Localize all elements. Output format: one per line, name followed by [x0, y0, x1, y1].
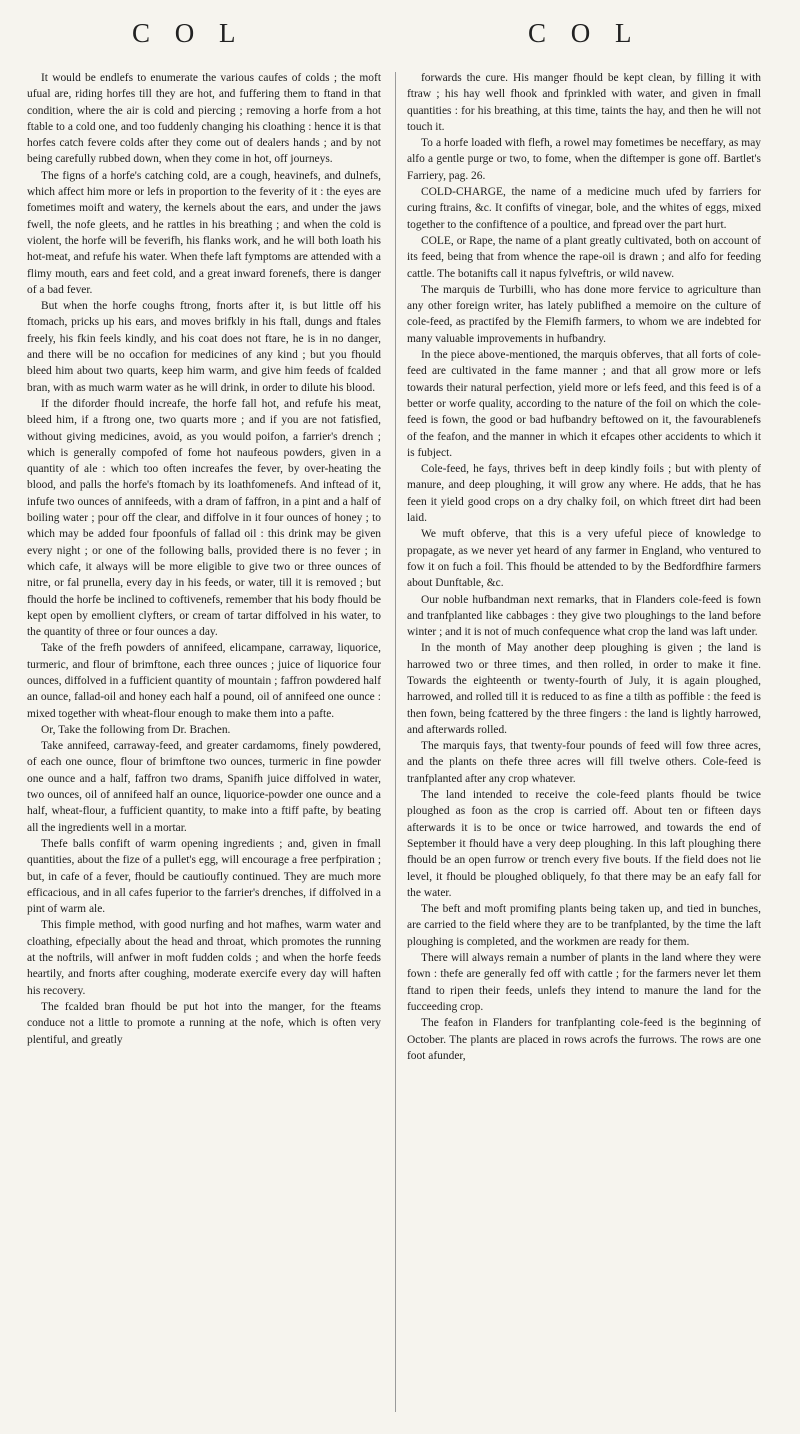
- paragraph: To a horfe loaded with flefh, a rowel may fometimes be neceffary, as may alfo a gentle purge or two, to fome, when the diftemper is gone off. Bartlet's Farriery, pag. 26.: [407, 137, 761, 182]
- paragraph: The beft and moft promifing plants being taken up, and tied in bunches, are carried to the field where they are to be tranfplanted, by the time the laft ploughing is completed, and the workmen are ready for them.: [407, 903, 761, 948]
- paragraph: Take annifeed, carraway-feed, and greater cardamoms, finely powdered, of each one ounce, flour of brimftone two ounces, turmeric in fine powder one ounce and a half, faffron two drams, Spanifh juice diffolved in water, two ounces, oil of annifeed half an ounce, liquorice-powder one ounce and a half, wheat-flour, a fufficient quantity, to make into a ftiff pafte, by beating all the ingredients well in a mortar.: [27, 740, 381, 834]
- paragraph: The fcalded bran fhould be put hot into the manger, for the fteams conduce not a little to promote a running at the nofe, which is often very plentiful, and greatly: [27, 1000, 381, 1046]
- paragraph: Thefe balls confift of warm opening ingredients ; and, given in fmall quantities, about the fize of a pullet's egg, will encourage a free perfpiration ; but, in cafe of a fever, fhould be cautioufly continued. They are much more efficacious, and in all cafes fuperior to the farrier's drenches, if diffolved in a pint of warm ale.: [27, 837, 381, 916]
- column-divider: [395, 72, 396, 1412]
- paragraph: The feafon in Flanders for tranfplanting cole-feed is the beginning of October. The plants are placed in rows acrofs the furrows. The rows are one foot afunder,: [407, 1017, 761, 1062]
- paragraph: The figns of a horfe's catching cold, are a cough, heavinefs, and dulnefs, which affect him more or lefs in proportion to the feverity of it : the eyes are fometimes moift and watery, the kernels about the ears, and under the jaws fwell, the nofe gleets, and he rattles in his breathing ; and when the cold is violent, the horfe will be feverifh, his flanks work, and he will both loath his hot-meat, and refufe his water. When thefe laft fymptoms are attended with a flimy mouth, ears and feet cold, and a great inward forenefs, there is danger of a bad fever.: [27, 169, 381, 296]
- paragraph: Take of the frefh powders of annifeed, elicampane, carraway, liquorice, turmeric, and flour of brimftone, each three ounces ; juice of liquorice four ounces, diffolved in a fufficient quantity of mountain ; faffron powdered half an ounce, fallad-oil and honey each half a pound, oil of annifeed one ounce : mixed together with wheat-flour enough to make them into a pafte.: [27, 642, 381, 720]
- header-left: C O L: [132, 18, 245, 48]
- entry-cole: COLE, or Rape, the name of a plant greatly cultivated, both on account of its feed, being that from whence the rape-oil is drawn ; and alfo for feeding cattle. The botanifts call it napus fylveftris, or wild navew.: [407, 234, 761, 280]
- paragraph: forwards the cure. His manger fhould be kept clean, by filling it with ftraw ; his hay well fhook and fprinkled with water, and given in fmall quantities : for his breathing, at this time, taints the hay, and then he will not touch it.: [407, 72, 761, 133]
- paragraph: Or, Take the following from Dr. Brachen.: [41, 723, 231, 736]
- paragraph: It would be endlefs to enumerate the various caufes of colds ; the moft ufual are, riding horfes till they are hot, and fuffering them to ftand in that condition, where the air is cold and piercing ; removing a horfe from a hot ftable to a cold one, and too fuddenly changing his cloathing : hence it is that horfes catch fevere colds after they come out of dealers hands ; and by not being carefully rubbed down, when they come in hot, off journeys.: [27, 72, 381, 166]
- paragraph: Our noble hufbandman next remarks, that in Flanders cole-feed is fown and tranfplanted like cabbages : they give two ploughings to the land before winter ; and it is not of much confequence what crop the land was laft under.: [407, 593, 761, 639]
- entry-cold-charge: COLD-CHARGE, the name of a medicine much ufed by farriers for curing ftrains, &c. It confifts of vinegar, bole, and the whites of eggs, mixed together to the confiftence of a poultice, and fpread over the part hurt.: [407, 186, 761, 231]
- paragraph: We muft obferve, that this is a very ufeful piece of knowledge to propagate, as we never yet heard of any farmer in England, who ventured to fow it on fuch a foil. This fhould be attended to by the Bedfordfhire farmers about Dunftable, &c.: [407, 528, 761, 590]
- paragraph: But when the horfe coughs ftrong, fnorts after it, is but little off his ftomach, pricks up his ears, and moves brifkly in his ftall, dungs and ftales freely, his fkin feels kindly, and his coat does not ftare, he is in no danger, and there will be no occafion for medicines of any kind ; but you fhould bleed him about two quarts, keep him warm, and give him feeds of fcalded bran, with as much warm water as he will drink, in order to dilute his blood.: [27, 300, 381, 394]
- right-column: [407, 70, 761, 1420]
- paragraph: The land intended to receive the cole-feed plants fhould be twice ploughed as foon as the crop is carried off. About ten or fifteen days afterwards it is to be once or twice harrowed, and towards the end of September it fhould have a very deep ploughing. In this laft ploughing there fhould be an open furrow or trench every five bouts. If the field does not lie level, it fhould be ploughed obliquely, fo that there may be an eafy fall for the water.: [407, 789, 761, 899]
- paragraph: The marquis fays, that twenty-four pounds of feed will fow three acres, and the plants on thefe three acres will fill twelve others. Cole-feed is tranfplanted after any crop whatever.: [407, 740, 761, 785]
- paragraph: Cole-feed, he fays, thrives beft in deep kindly foils ; but with plenty of manure, and deep ploughing, it will grow any where. He adds, that he has feen it yield good crops on a dry chalky foil, on which ftreet dirt had been laid.: [407, 463, 761, 525]
- header-right: C O L: [528, 18, 641, 48]
- paragraph: There will always remain a number of plants in the land where they were fown : thefe are generally fed off with cattle ; for the farmers never let them ftand to ripen their feeds, unlefs they intend to manure the land for the fucceeding crop.: [407, 952, 761, 1013]
- paragraph: If the diforder fhould increafe, the horfe fall hot, and refufe his meat, bleed him, if a ftrong one, two quarts more ; and if you are not fatisfied, without giving medicines, avoid, as you would poifon, a farrier's drench ; which is generally compofed of fome hot naufeous powders, given in a quantity of ale : which too often increafes the fever, by over-heating the blood, and palls the horfe's ftomach by its loathfomenefs. And inftead of it, infufe two ounces of annifeeds, with a dram of faffron, in a pint and a half of boiling water ; pour off the clear, and diffolve in it four ounces of honey ; to which may be added four fpoonfuls of fallad oil : this drink may be given every night ; or one of the following balls, provided there is no fever ; in which cafe, it always will be more eligible to give two or three ounces of nitre, or fal prunella, every day in his feeds, or water, till it is removed ; but fhould the horfe be inclined to coftivenefs, remember that his body fhould be kept open by emollient clyfters, or cream of tartar diffolved in his water, to the quantity of three or four ounces a day.: [27, 397, 381, 639]
- left-column: [27, 70, 381, 1420]
- paragraph: The marquis de Turbilli, who has done more fervice to agriculture than any other foreign writer, has lately publifhed a memoire on the culture of cole-feed, as practifed by the Flemifh farmers, to whom we are indebted for many valuable improvements in hufbandry.: [407, 283, 761, 345]
- paragraph: In the piece above-mentioned, the marquis obferves, that all forts of cole-feed are cultivated in the fame manner ; and that all grow more or lefs towards their natural perfection, yield more or lefs feed, and this feed is of a better or worfe quality, according to the nature of the foil on which the cole-feed is fown, the good or bad hufbandry beftowed on it, the favourablenefs of the feafon, and the manner in which it efcapes other accidents to which it is fubject.: [407, 349, 761, 459]
- running-header: [0, 0, 800, 60]
- paragraph: In the month of May another deep ploughing is given ; the land is harrowed two or three times, and then rolled, in order to make it fine. Towards the eighteenth or twenty-fourth of July, it is again ploughed, harrowed, and rolled till it is reduced to as fine a tilth as poffible : the feed is then fown, being fcattered by the three fingers : the land is lightly harrowed, and afterwards rolled.: [407, 642, 761, 736]
- paragraph: This fimple method, with good nurfing and hot mafhes, warm water and cloathing, efpecially about the head and throat, which promotes the running at the noftrils, will anfwer in moft fudden colds ; and when the horfe feeds heartily, and fnorts after coughing, moderate exercife every day will haften his recovery.: [27, 919, 381, 997]
